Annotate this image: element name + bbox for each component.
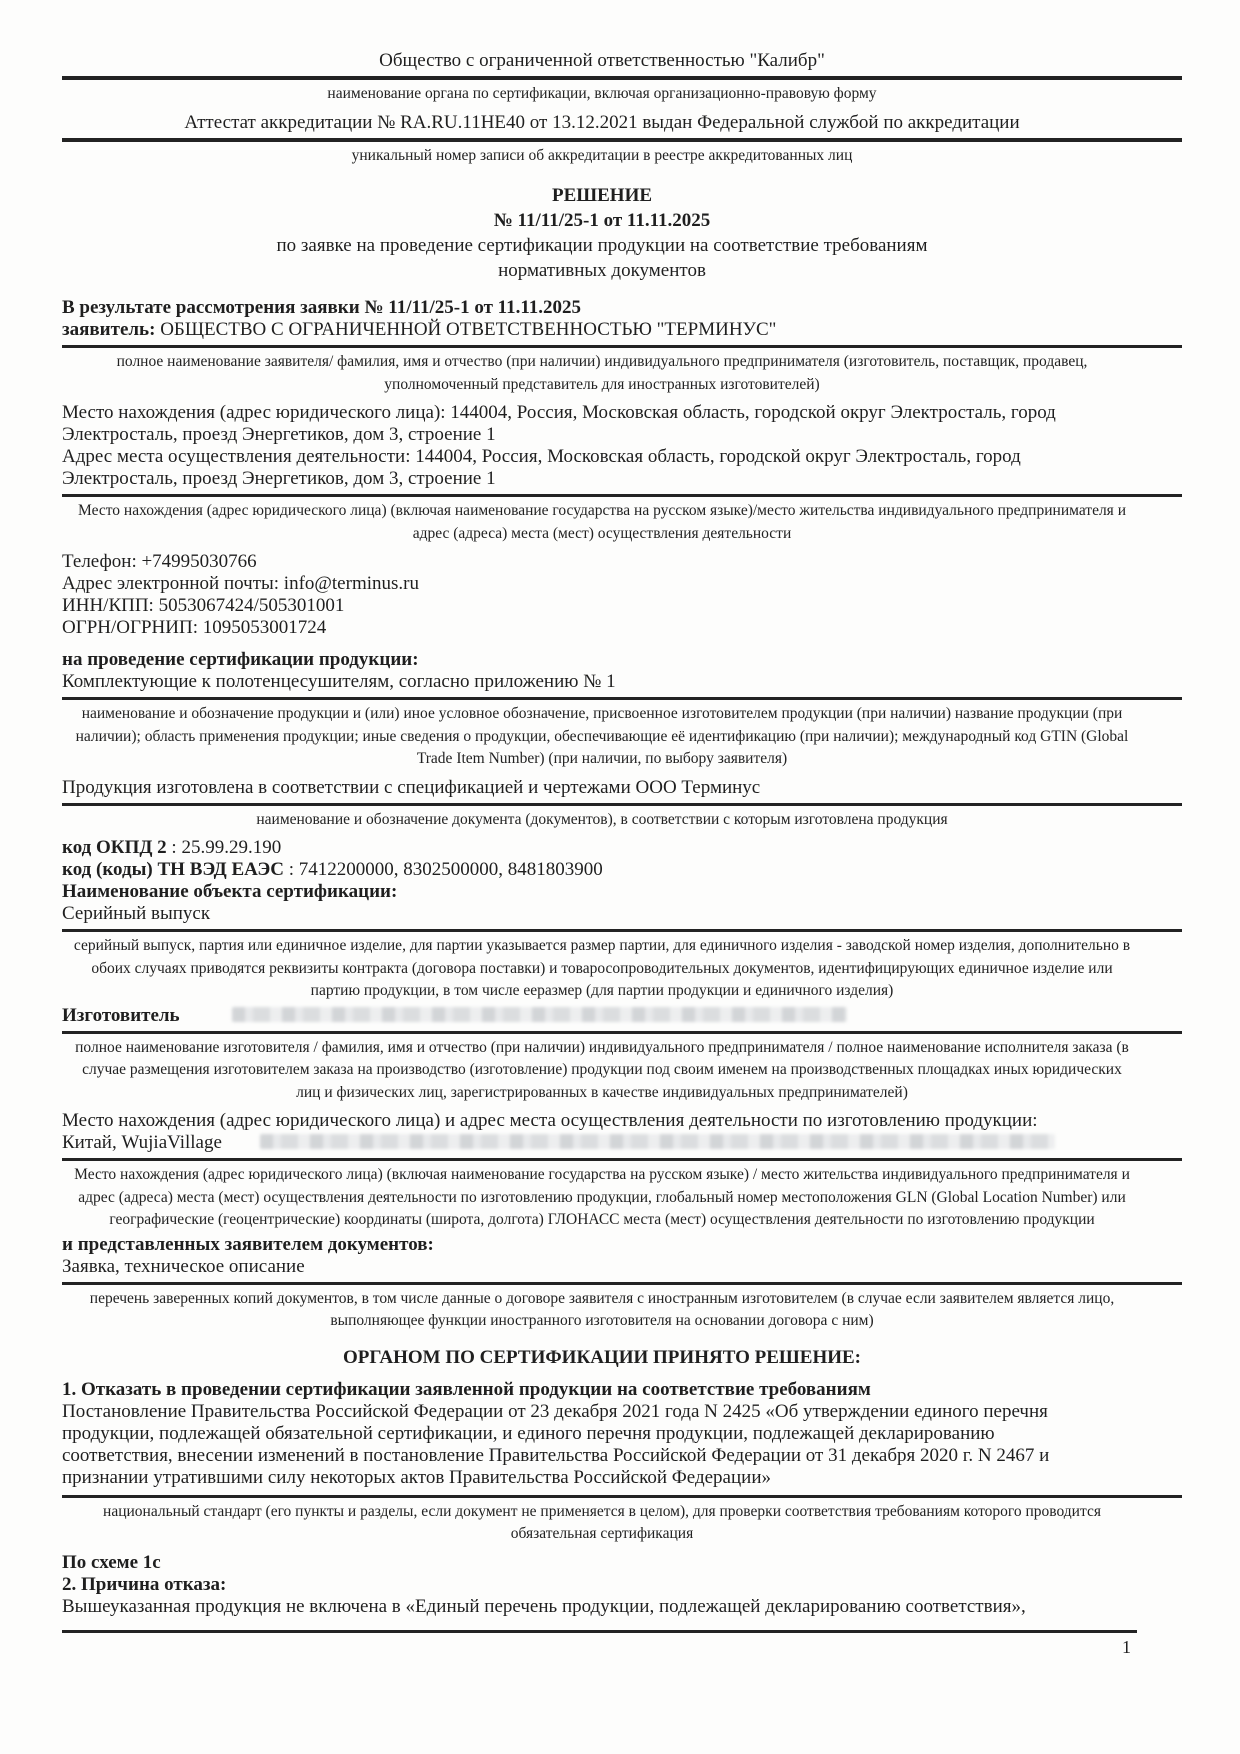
scheme-line: По схеме 1с xyxy=(62,1551,161,1573)
phone-line: Телефон: +74995030766 xyxy=(62,551,257,572)
page-number-row xyxy=(62,1636,1137,1658)
refusal-reason-heading: 2. Причина отказа: xyxy=(62,1573,227,1595)
tnved-label: код (коды) ТН ВЭД ЕАЭС xyxy=(62,859,285,880)
manufacturer-location-line: Место нахождения (адрес юридического лица) и адрес места осуществления деятельности по изготовлению продукции: xyxy=(62,1110,1038,1131)
divider xyxy=(62,803,1182,806)
product-name-caption: наименование и обозначение продукции и (или) иное условное обозначение, присвоенное изготовителем продукции (при наличии) название продукции (при наличии); область применения продукции; иные сведения о продукции, обеспечивающие её идентификацию (при наличии); международный код GTIN (Global Trade Item Number) (при наличии, по выбору заявителя) xyxy=(75,705,1129,767)
okpd-value: : 25.99.29.190 xyxy=(166,837,282,858)
erased-text-smudge xyxy=(260,1134,1055,1149)
divider xyxy=(62,494,1182,497)
divider xyxy=(62,1282,1182,1285)
doc-title: РЕШЕНИЕ xyxy=(551,185,653,206)
decision-item1-text: Постановление Правительства Российской Федерации от 23 декабря 2021 года N 2425 «Об утверждении единого перечня продукции, подлежащей обязательной сертификации, и единого перечня продукции, подлежащей декларированию соответствия, внесении изменений в постановление Правительства Российской Федерации от 31 декабря 2020 г. N 2467 и признании утратившими силу некоторых актов Правительства Российской Федерации» xyxy=(62,1400,1050,1488)
refusal-reason-text: Вышеуказанная продукция не включена в «Единый перечень продукции, подлежащей декларированию соответствия», xyxy=(62,1595,1026,1617)
application-result-line: В результате рассмотрения заявки № 11/11/25-1 от 11.11.2025 xyxy=(62,297,582,318)
decision-item1-heading: 1. Отказать в проведении сертификации заявленной продукции на соответствие требованиям xyxy=(62,1378,871,1400)
page-number: 1 xyxy=(1122,1636,1131,1657)
legal-address-line: Место нахождения (адрес юридического лица): 144004, Россия, Московская область, городской округ Электросталь, город Электросталь, проезд Энергетиков, дом 3, строение 1 xyxy=(62,402,1056,445)
object-caption: серийный выпуск, партия или единичное изделие, для партии указывается размер партии, для единичного изделия - заводской номер изделия, дополнительно в обоих случаях приводятся реквизиты контракта (договора поставки) и товаросопроводительных документов, идентифицирующих единичное изделие или партию продукции, в том числе ееразмер (для партии продукции и единичного изделия) xyxy=(73,937,1131,999)
email-line: Адрес электронной почты: info@terminus.ru xyxy=(62,573,419,594)
doc-title-block xyxy=(62,183,1182,283)
documents-heading: и представленных заявителем документов: xyxy=(62,1233,434,1255)
activity-address-line: Адрес места осуществления деятельности: 144004, Россия, Московская область, городской округ Электросталь, город Электросталь, проезд Энергетиков, дом 3, строение 1 xyxy=(62,446,1021,489)
divider xyxy=(62,1158,1182,1161)
standard-caption: национальный стандарт (его пункты и разделы, если документ не применяется в целом), для проверки соответствия требованиям которого проводится обязательная сертификация xyxy=(103,1502,1101,1542)
divider xyxy=(62,1495,1182,1498)
manufacturer-heading-line xyxy=(62,1005,1182,1027)
applicant-caption: полное наименование заявителя/ фамилия, имя и отчество (при наличии) индивидуального предпринимателя (изготовитель, поставщик, продавец, уполномоченный представитель для иностранных изготовителей) xyxy=(116,353,1088,393)
object-value: Серийный выпуск xyxy=(62,903,211,924)
certification-body-caption: наименование органа по сертификации, включая организационно-правовую форму xyxy=(327,85,877,102)
manufacturer-location-value-line xyxy=(62,1132,1182,1154)
documents-caption: перечень заверенных копий документов, в том числе данные о договоре заявителя с иностранным изготовителем (в случае если заявителем является лицо, выполняющее функции иностранного изготовителя на основании договора с ним) xyxy=(89,1289,1115,1329)
applicant-value: ОБЩЕСТВО С ОГРАНИЧЕННОЙ ОТВЕТСТВЕННОСТЬЮ "ТЕРМИНУС" xyxy=(160,319,777,340)
manufacturer-caption: полное наименование изготовителя / фамилия, имя и отчество (при наличии) индивидуального предпринимателя / полное наименование исполнителя заказа (в случае размещения изготовителем заказа на производство (изготовление) продукции под своим именем на производственных площадках иных юридических лиц и физических лиц, зарегистрированных в качестве индивидуальных предпринимателей) xyxy=(75,1038,1129,1101)
okpd-line xyxy=(62,837,1182,859)
tnved-line xyxy=(62,859,1182,881)
address-caption: Место нахождения (адрес юридического лица) (включая наименование государства на русском языке)/место жительства индивидуального предпринимателя и адрес (адреса) места (мест) осуществления деятельности xyxy=(78,502,1126,542)
documents-value: Заявка, техническое описание xyxy=(62,1255,305,1277)
manufacturer-heading: Изготовитель xyxy=(62,1004,180,1026)
divider xyxy=(62,138,1182,142)
tnved-value: : 7412200000, 8302500000, 8481803900 xyxy=(284,859,603,880)
decision-heading: ОРГАНОМ ПО СЕРТИФИКАЦИИ ПРИНЯТО РЕШЕНИЕ: xyxy=(342,1346,862,1368)
manufacturer-location-value: Китай, WujiaVillage xyxy=(62,1132,222,1153)
applicant-label: заявитель: xyxy=(62,319,156,340)
doc-subtitle-line1: по заявке на проведение сертификации продукции на соответствие требованиям xyxy=(276,235,928,256)
divider xyxy=(62,76,1182,80)
product-name: Комплектующие к полотенцесушителям, согласно приложению № 1 xyxy=(62,671,616,692)
manufacturer-location-caption: Место нахождения (адрес юридического лица) (включая наименование государства на русском языке) / место жительства индивидуального предпринимателя и адрес (адреса) места (мест) осуществления деятельности по изготовлению продукции, глобальный номер местоположения GLN (Global Location Number) или географические (геоцентрические) координаты (широта, долгота) ГЛОНАСС места (мест) осуществления деятельности по изготовлению продукции xyxy=(74,1166,1130,1228)
accreditation-caption: уникальный номер записи об аккредитации в реестре аккредитованных лиц xyxy=(351,146,853,164)
erased-text-smudge xyxy=(232,1007,847,1022)
product-made-line: Продукция изготовлена в соответствии с спецификацией и чертежами ООО Терминус xyxy=(62,776,761,798)
inn-kpp-line: ИНН/КПП: 5053067424/505301001 xyxy=(62,595,345,616)
divider xyxy=(62,929,1182,932)
doc-subtitle-line2: нормативных документов xyxy=(498,260,706,281)
divider xyxy=(62,345,1182,348)
applicant-line xyxy=(62,319,1182,341)
doc-number: № 11/11/25-1 от 11.11.2025 xyxy=(493,210,711,231)
divider xyxy=(62,697,1182,700)
product-doc-caption: наименование и обозначение документа (документов), в соответствии с которым изготовлена продукция xyxy=(256,810,948,828)
footer-divider xyxy=(62,1630,1137,1633)
certification-body-name: Общество с ограниченной ответственностью "Калибр" xyxy=(379,50,825,71)
product-section-heading: на проведение сертификации продукции: xyxy=(62,649,419,670)
ogrn-line: ОГРН/ОГРНИП: 1095053001724 xyxy=(62,617,327,638)
divider xyxy=(62,1031,1182,1034)
accreditation-line: Аттестат аккредитации № RA.RU.11HE40 от 13.12.2021 выдан Федеральной службой по аккредитации xyxy=(184,111,1020,133)
object-heading: Наименование объекта сертификации: xyxy=(62,881,398,902)
okpd-label: код ОКПД 2 xyxy=(62,837,167,858)
